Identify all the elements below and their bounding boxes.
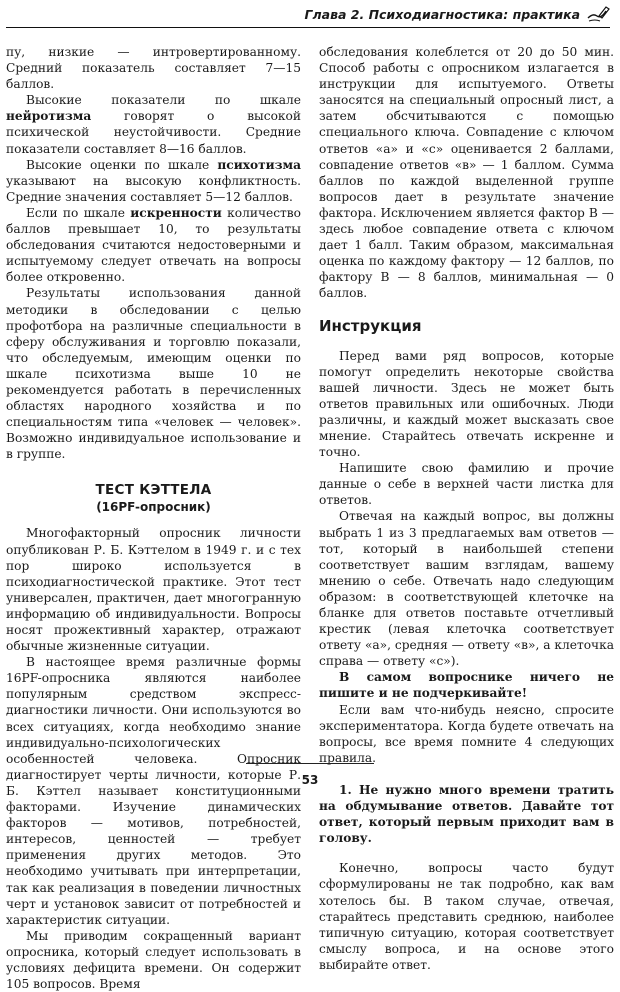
paragraph: Результаты использования данной методики в обследовании с целью профотбора на различные специальности в сферу обслуживания и торговлю показали, что обследуемым, имеющим оценки по шкале психотизма выше 10 не рекомендуется работать в перечисленных областях народного хозяйства и по специальностям типа «человек — человек». Возможно индивидуальное использование и в группе.: [6, 286, 301, 462]
section-heading: Инструкция: [319, 316, 422, 335]
paragraph: Мы приводим сокращенный вариант опросника, который следует использовать в условиях дефицита времени. Он содержит 105 вопросов. Время: [6, 928, 301, 992]
term-sincerity: искренности: [130, 205, 222, 220]
paragraph: обследования колеблется от 20 до 50 мин. Способ работы с опросником излагается в инструкции для испытуемого. Ответы заносятся на специальный опросный лист, а затем обсчитываются с помощью специального ключа. Совпадение с ключом ответов «а» и «с» оценивается 2 баллами, совпадение ответов «в» — 1 баллом. Сумма баллов по каждой выделенной группе вопросов дает в результате значение фактора. Исключением является фактор В — здесь любое совпадение ответа с ключом дает 1 балл. Таким образом, максимальная оценка по каждому фактору — 12 баллов, по фактору В — 8 баллов, минимальная — 0 баллов.: [319, 45, 614, 301]
left-column: [6, 44, 301, 992]
header-rule: [6, 27, 610, 28]
paragraph: Если вам что-нибудь неясно, спросите экспериментатора. Когда будете отвечать на вопросы, все время помните 4 следующих правила.: [319, 702, 614, 765]
paragraph-neuroticism: Высокие показатели по шкале нейротизма говорят о высокой психической неустойчивости. Средние показатели составляет 8—16 баллов.: [6, 93, 301, 156]
paragraph: В настоящее время различные формы 16PF-опросника являются наиболее популярным средством экспресс-диагностики личности. Они используются во всех ситуациях, когда необходимо знание индивидуально-психологических особенностей человека. Опросник диагностирует черты личности, которые Р. Б. Кэттел называет конституционными факторами. Изучение динамических факторов — мотивов, потребностей, интересов, ценностей — требует применения других методов. Это необходимо учитывать при интерпретации, так как реализация в поведении личностных черт и установок зависит от потребностей и характеристик ситуации.: [6, 655, 301, 927]
writing-hand-icon: [586, 4, 610, 24]
running-header: [6, 6, 610, 24]
rule-1: 1. Не нужно много времени тратить на обдумывание ответов. Давайте тот ответ, который первым приходит вам в голову.: [319, 782, 614, 846]
paragraph-sincerity: Если по шкале искренности количество баллов превышает 10, то результаты обследования считаются недостоверными и испытуемому следует отвечать на вопросы более откровенно.: [6, 205, 302, 285]
paragraph: Конечно, вопросы часто будут сформулированы не так подробно, как вам хотелось бы. В таком случае, отвечая, старайтесь представить среднюю, наиболее типичную ситуацию, которая соответствует смыслу вопроса, и на основе этого выбирайте ответ.: [319, 861, 614, 972]
chapter-title: Глава 2. Психодиагностика: практика: [304, 7, 580, 22]
term-psychoticism: психотизма: [217, 157, 301, 172]
paragraph: пу, низкие — интровертированному. Средний показатель составляет 7—15 баллов.: [6, 45, 301, 92]
footer-rule: [246, 763, 374, 764]
paragraph: Перед вами ряд вопросов, которые помогут определить некоторые свойства вашей личности. Здесь не может быть ответов правильных или ошибочных. Люди различны, и каждый может высказать свое мнение. Старайтесь отвечать искренне и точно.: [319, 348, 614, 460]
test-title: ТЕСТ КЭТТЕЛА: [95, 482, 212, 499]
warning-paragraph: В самом вопроснике ничего не пишите и не подчеркивайте!: [319, 670, 614, 701]
page-number: 53: [301, 773, 319, 787]
term-neuroticism: нейротизма: [6, 109, 92, 124]
paragraph: Отвечая на каждый вопрос, вы должны выбрать 1 из 3 предлагаемых вам ответов — тот, который в наибольшей степени соответствует вашим взглядам, вашему мнению о себе. Отвечать надо следующим образом: в соответствующей клеточке на бланке для ответов поставьте отчетливый крестик (левая клеточка соответствует ответу «а», средняя — ответу «в», а клеточка справа — ответу «с»).: [319, 509, 614, 669]
paragraph-psychoticism: Высокие оценки по шкале психотизма указывают на высокую конфликтность. Средние значения составляет 5—12 баллов.: [6, 157, 301, 204]
right-column: [319, 44, 614, 973]
test-subtitle: (16PF-опросник): [96, 500, 211, 515]
paragraph: Напишите свою фамилию и прочие данные о себе в верхней части листка для ответов.: [319, 461, 614, 508]
paragraph: Многофакторный опросник личности опубликован Р. Б. Кэттелом в 1949 г. и с тех пор широко используется в психодиагностической практике. Этот тест универсален, практичен, дает многогранную информацию об индивидуальности. Вопросы носят прожективный характер, отражают обычные жизненные ситуации.: [6, 526, 301, 654]
